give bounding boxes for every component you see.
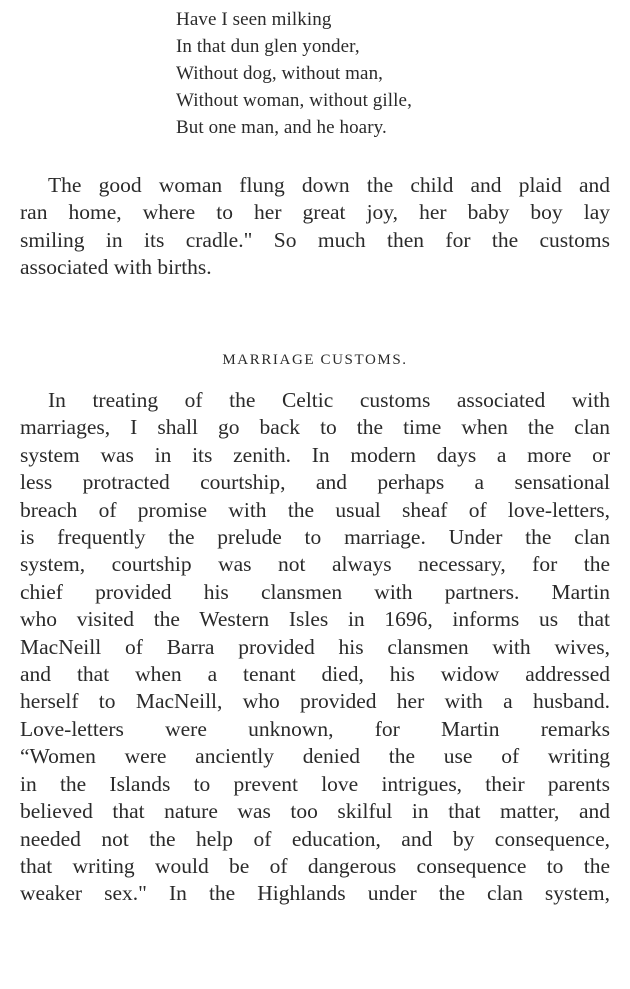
text-line: ran home, where to her great joy, her baby boy lay: [20, 200, 610, 225]
text-line: In treating of the Celtic customs associated with: [48, 388, 610, 412]
text-line: believed that nature was too skilful in that matter, and: [20, 799, 610, 824]
text-line: weaker sex." In the Highlands under the clan system,: [20, 881, 610, 906]
text-line: breach of promise with the usual sheaf of love-letters,: [20, 497, 610, 522]
verse-line: Have I seen milking: [176, 9, 332, 30]
verse-line: But one man, and he hoary.: [176, 117, 387, 138]
text-line: who visited the Western Isles in 1696, informs us that: [20, 607, 610, 632]
text-line: in the Islands to prevent love intrigues, their parents: [20, 771, 610, 796]
text-line: smiling in its cradle." So much then for the customs: [20, 227, 610, 252]
text-line: The good woman flung down the child and plaid and: [48, 173, 610, 197]
verse-block: [176, 6, 412, 141]
text-line: less protracted courtship, and perhaps a sensational: [20, 470, 610, 495]
text-line: “Women were anciently denied the use of writing: [20, 744, 610, 769]
text-line: and that when a tenant died, his widow addressed: [20, 662, 610, 687]
text-line: associated with births.: [20, 255, 212, 280]
text-line: Love-letters were unknown, for Martin remarks: [20, 716, 610, 741]
text-line: system, courtship was not always necessary, for the: [20, 552, 610, 577]
text-line: system was in its zenith. In modern days a more or: [20, 442, 610, 467]
paragraph-marriage: [20, 387, 610, 908]
text-line: herself to MacNeill, who provided her with a husband.: [20, 689, 610, 714]
text-line: marriages, I shall go back to the time when the clan: [20, 415, 610, 440]
text-line: that writing would be of dangerous consequence to the: [20, 853, 610, 878]
text-line: is frequently the prelude to marriage. Under the clan: [20, 525, 610, 550]
verse-line: In that dun glen yonder,: [176, 36, 360, 57]
text-line: MacNeill of Barra provided his clansmen with wives,: [20, 634, 610, 659]
verse-line: Without dog, without man,: [176, 63, 384, 84]
paragraph-births: [20, 172, 610, 282]
section-heading: MARRIAGE CUSTOMS.: [222, 352, 408, 368]
text-line: needed not the help of education, and by consequence,: [20, 826, 610, 851]
verse-line: Without woman, without gille,: [176, 90, 412, 111]
text-line: chief provided his clansmen with partners. Martin: [20, 579, 610, 604]
